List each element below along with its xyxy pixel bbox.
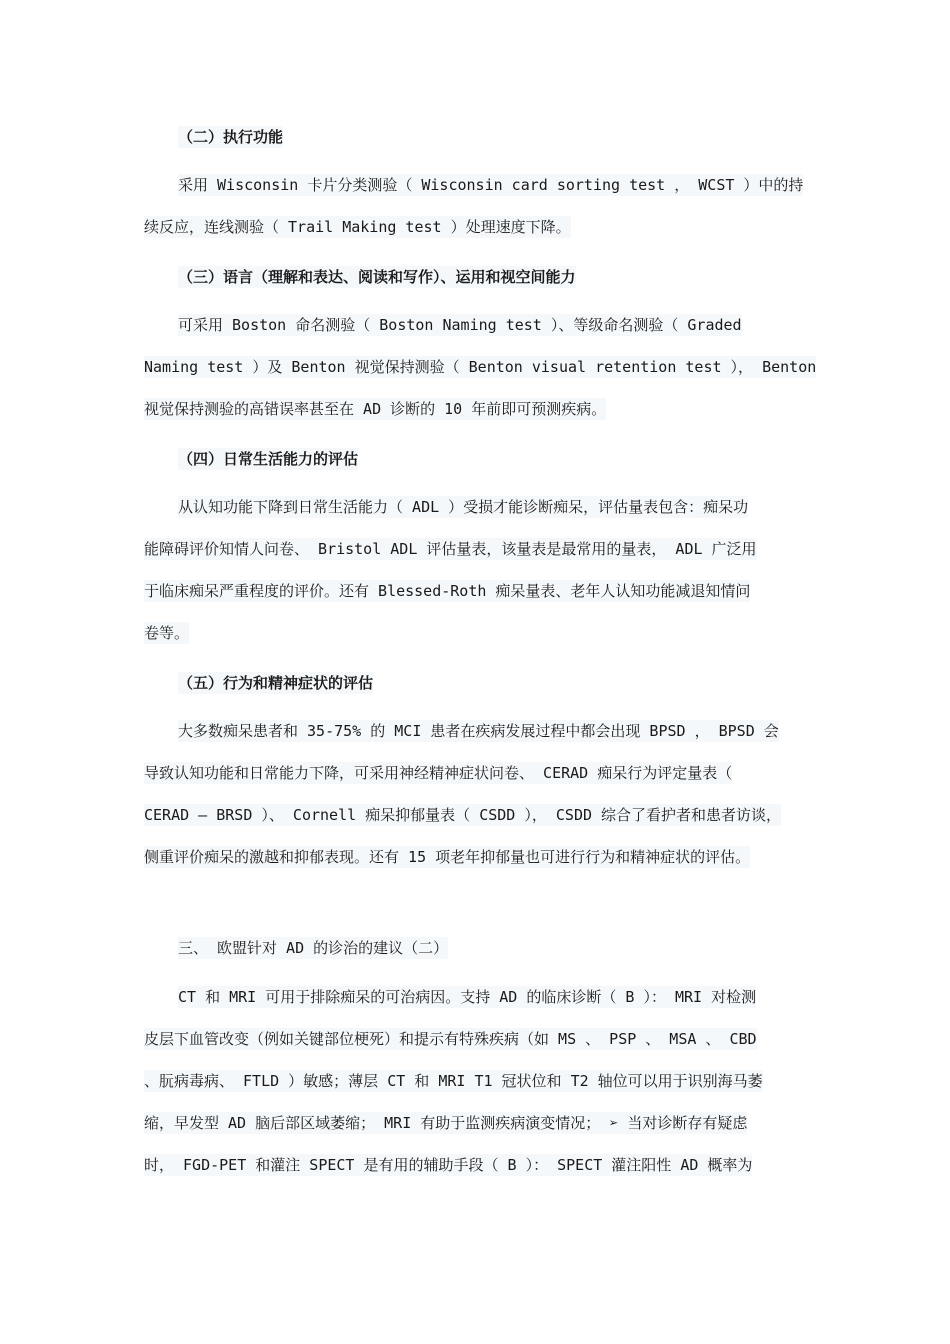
paragraph-line: 从认知功能下降到日常生活能力（ ADL ）受损才能诊断痴呆，评估量表包含：痴呆功 xyxy=(178,498,749,516)
paragraph-line: 大多数痴呆患者和 35-75% 的 MCI 患者在疾病发展过程中都会出现 BPSD ， BPSD 会 xyxy=(178,722,779,740)
paragraph-line: 能障碍评价知情人问卷、 Bristol ADL 评估量表，该量表是最常用的量表， ADL 广泛用 xyxy=(144,540,757,558)
paragraph-line: 视觉保持测验的高错误率甚至在 AD 诊断的 10 年前即可预测疾病。 xyxy=(144,400,607,418)
paragraph-line: 采用 Wisconsin 卡片分类测验（ Wisconsin card sorting test ， WCST ）中的持 xyxy=(178,176,804,194)
section-heading: （二）执行功能 xyxy=(178,128,284,146)
section-heading: （四）日常生活能力的评估 xyxy=(178,450,359,468)
section-heading: （五）行为和精神症状的评估 xyxy=(178,674,374,692)
paragraph-line: 缩，早发型 AD 脑后部区域萎缩； MRI 有助于监测疾病演变情况； ➢ 当对诊断存有疑虑 xyxy=(144,1114,748,1132)
paragraph-line: 卷等。 xyxy=(144,624,190,642)
paragraph-line: 导致认知功能和日常能力下降，可采用神经精神症状问卷、 CERAD 痴呆行为评定量表（ xyxy=(144,764,733,782)
paragraph-line: CT 和 MRI 可用于排除痴呆的可治病因。支持 AD 的临床诊断（ B ）： MRI 对检测 xyxy=(178,988,757,1006)
paragraph-line: 续反应，连线测验（ Trail Making test ）处理速度下降。 xyxy=(144,218,571,236)
paragraph-line: 侧重评价痴呆的激越和抑郁表现。还有 15 项老年抑郁量也可进行行为和精神症状的评估。 xyxy=(144,848,751,866)
section-heading: （三）语言（理解和表达、阅读和写作）、运用和视空间能力 xyxy=(178,268,576,286)
part-heading: 三、 欧盟针对 AD 的诊治的建议（二） xyxy=(178,939,449,957)
paragraph-line: 皮层下血管改变（例如关键部位梗死）和提示有特殊疾病（如 MS 、 PSP 、 MSA 、 CBD xyxy=(144,1030,757,1048)
paragraph-line: 于临床痴呆严重程度的评价。还有 Blessed-Roth 痴呆量表、老年人认知功能减退知情问 xyxy=(144,582,751,600)
paragraph-line: Naming test ）及 Benton 视觉保持测验（ Benton visual retention test ）， Benton xyxy=(144,358,817,376)
paragraph-line: 、朊病毒病、 FTLD ）敏感；薄层 CT 和 MRI T1 冠状位和 T2 轴位可以用于识别海马萎 xyxy=(144,1072,763,1090)
paragraph-line: CERAD – BRSD ）、 Cornell 痴呆抑郁量表（ CSDD ）， CSDD 综合了看护者和患者访谈， xyxy=(144,806,782,824)
paragraph-line: 时， FGD-PET 和灌注 SPECT 是有用的辅助手段（ B ）： SPECT 灌注阳性 AD 概率为 xyxy=(144,1156,753,1174)
paragraph-line: 可采用 Boston 命名测验（ Boston Naming test ）、等级命名测验（ Graded xyxy=(178,316,742,334)
